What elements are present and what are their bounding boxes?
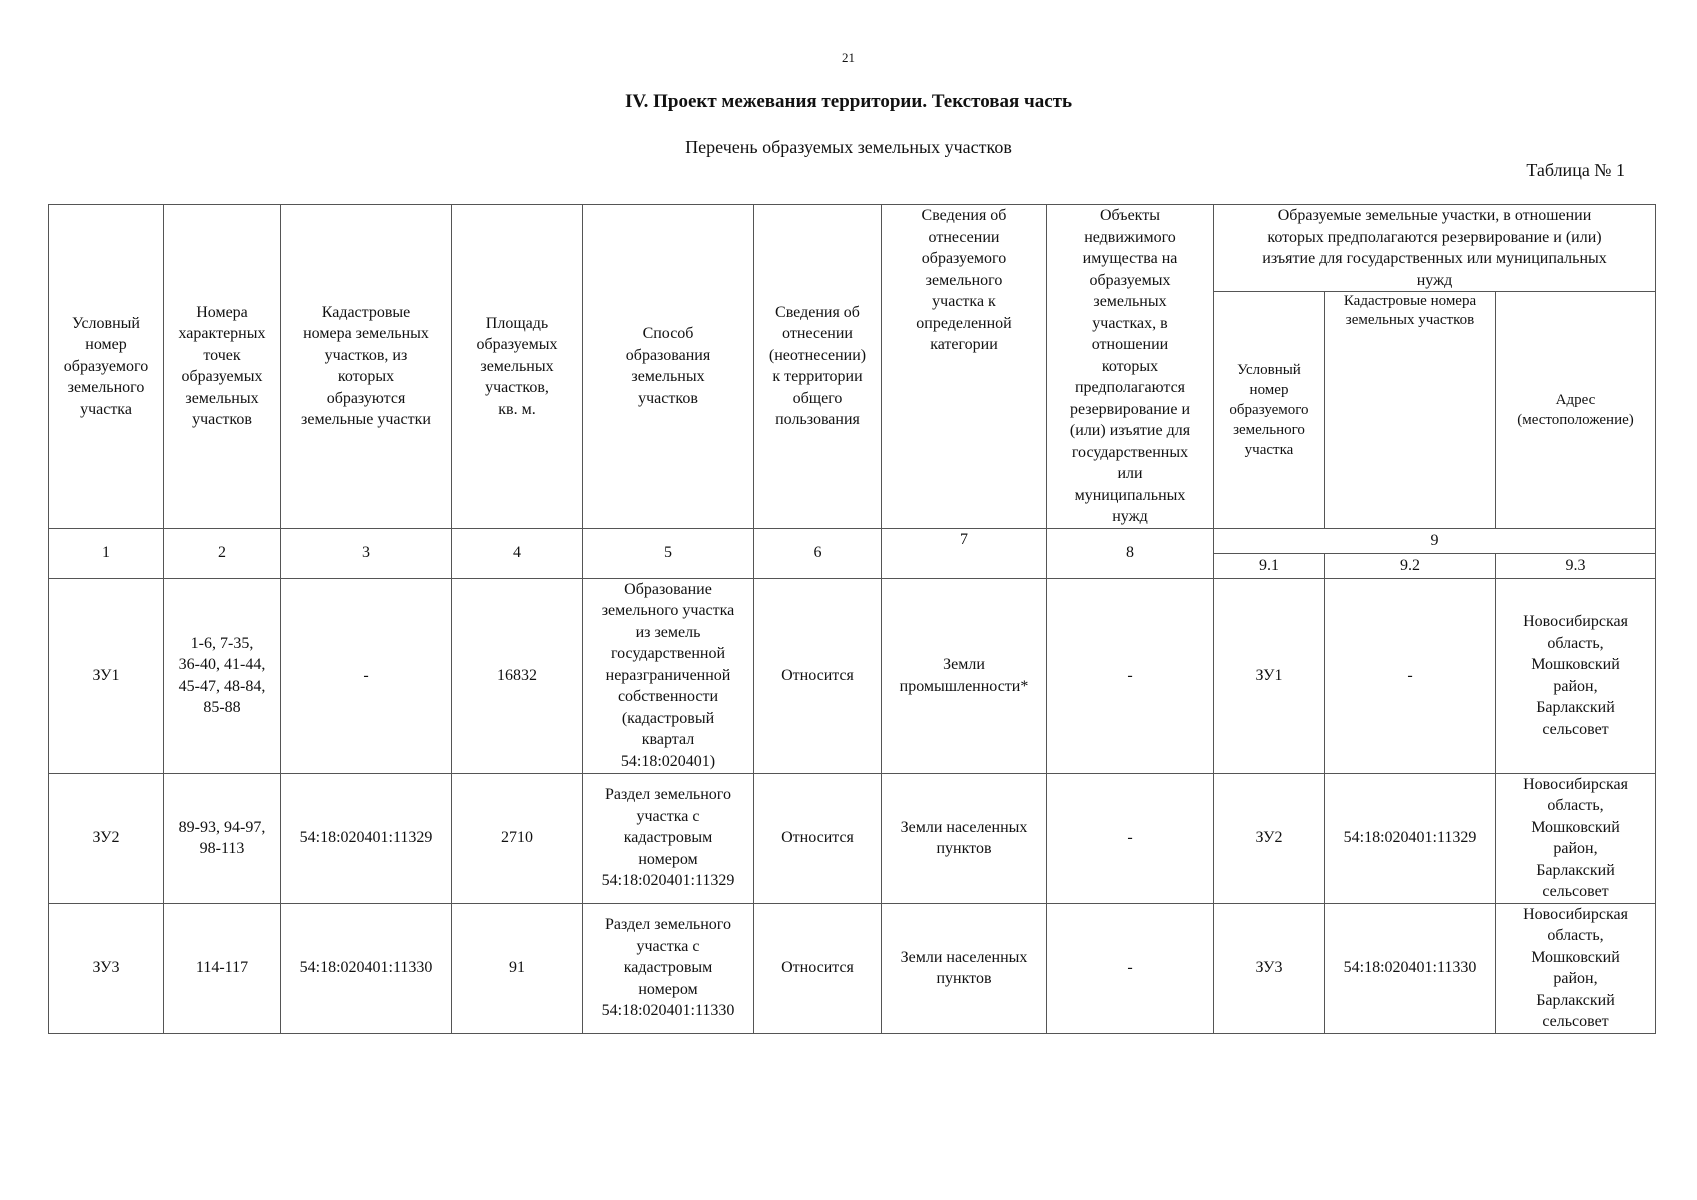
column-number: 8 xyxy=(1047,528,1214,578)
column-number: 2 xyxy=(164,528,281,578)
cell-plot-number: ЗУ2 xyxy=(49,773,164,903)
page-number: 21 xyxy=(842,50,855,65)
cell-area: 16832 xyxy=(452,578,583,773)
table-row xyxy=(49,773,1656,903)
cell-reserved-plot-number: ЗУ1 xyxy=(1214,578,1325,773)
table-caption: Таблица № 1 xyxy=(1526,160,1625,180)
numbering-row-1 xyxy=(49,528,1656,553)
column-number: 3 xyxy=(281,528,452,578)
column-number: 6 xyxy=(754,528,882,578)
header-characteristic-points: Номера характерных точек образуемых земельных участков xyxy=(164,205,281,529)
cell-real-estate-objects: - xyxy=(1047,903,1214,1033)
header-reserved-address: Адрес (местоположение) xyxy=(1496,292,1656,528)
cell-land-category: Земли населенных пунктов xyxy=(882,773,1047,903)
cell-reserved-address: Новосибирская область, Мошковский район, Барлакский сельсовет xyxy=(1496,903,1656,1033)
header-source-cadastral-numbers: Кадастровые номера земельных участков, из которых образуются земельные участки xyxy=(281,205,452,529)
table-row xyxy=(49,578,1656,773)
land-plots-table xyxy=(48,204,1656,1034)
cell-real-estate-objects: - xyxy=(1047,578,1214,773)
header-reserved-plot-number: Условный номер образуемого земельного участка xyxy=(1214,292,1325,528)
cell-reserved-cadastral-numbers: 54:18:020401:11330 xyxy=(1325,903,1496,1033)
cell-land-category: Земли промышленности* xyxy=(882,578,1047,773)
cell-public-use: Относится xyxy=(754,903,882,1033)
header-formation-method: Способ образования земельных участков xyxy=(583,205,754,529)
cell-reserved-address: Новосибирская область, Мошковский район, Барлакский сельсовет xyxy=(1496,773,1656,903)
cell-formation-method: Раздел земельного участка с кадастровым номером 54:18:020401:11329 xyxy=(583,773,754,903)
header-land-category: Сведения об отнесении образуемого земельного участка к определенной категории xyxy=(882,205,1047,529)
cell-land-category: Земли населенных пунктов xyxy=(882,903,1047,1033)
cell-reserved-cadastral-numbers: - xyxy=(1325,578,1496,773)
header-reserved-plots-group: Образуемые земельные участки, в отношении которых предполагаются резервирование и (или) изъятие для государственных или муниципальных нужд xyxy=(1214,205,1656,292)
cell-formation-method: Раздел земельного участка с кадастровым номером 54:18:020401:11330 xyxy=(583,903,754,1033)
column-number: 9.3 xyxy=(1496,553,1656,578)
cell-reserved-plot-number: ЗУ3 xyxy=(1214,903,1325,1033)
cell-characteristic-points: 89-93, 94-97, 98-113 xyxy=(164,773,281,903)
column-number: 5 xyxy=(583,528,754,578)
cell-plot-number: ЗУ1 xyxy=(49,578,164,773)
cell-source-cadastral-numbers: - xyxy=(281,578,452,773)
header-row-1 xyxy=(49,205,1656,292)
cell-reserved-plot-number: ЗУ2 xyxy=(1214,773,1325,903)
cell-area: 91 xyxy=(452,903,583,1033)
header-real-estate-objects: Объекты недвижимого имущества на образуемых земельных участках, в отношении которых предполагаются резервирование и (или) изъятие для государственных или муниципальных нужд xyxy=(1047,205,1214,529)
column-number: 7 xyxy=(882,528,1047,578)
cell-source-cadastral-numbers: 54:18:020401:11330 xyxy=(281,903,452,1033)
header-public-use: Сведения об отнесении (неотнесении) к территории общего пользования xyxy=(754,205,882,529)
document-title: IV. Проект межевания территории. Текстовая часть xyxy=(624,91,1073,112)
column-number: 4 xyxy=(452,528,583,578)
cell-area: 2710 xyxy=(452,773,583,903)
cell-source-cadastral-numbers: 54:18:020401:11329 xyxy=(281,773,452,903)
column-number: 9.1 xyxy=(1214,553,1325,578)
cell-characteristic-points: 114-117 xyxy=(164,903,281,1033)
cell-reserved-address: Новосибирская область, Мошковский район, Барлакский сельсовет xyxy=(1496,578,1656,773)
cell-formation-method: Образование земельного участка из земель государственной неразграниченной собственности (кадастровый квартал 54:18:020401) xyxy=(583,578,754,773)
header-reserved-cadastral-numbers: Кадастровые номера земельных участков xyxy=(1325,292,1496,528)
column-number: 9.2 xyxy=(1325,553,1496,578)
column-number: 1 xyxy=(49,528,164,578)
cell-public-use: Относится xyxy=(754,578,882,773)
document-subtitle: Перечень образуемых земельных участков xyxy=(685,137,1012,157)
cell-characteristic-points: 1-6, 7-35, 36-40, 41-44, 45-47, 48-84, 85-88 xyxy=(164,578,281,773)
header-area: Площадь образуемых земельных участков, кв. м. xyxy=(452,205,583,529)
cell-real-estate-objects: - xyxy=(1047,773,1214,903)
table-row xyxy=(49,903,1656,1033)
column-number: 9 xyxy=(1214,528,1656,553)
cell-reserved-cadastral-numbers: 54:18:020401:11329 xyxy=(1325,773,1496,903)
header-plot-number: Условный номер образуемого земельного участка xyxy=(49,205,164,529)
cell-public-use: Относится xyxy=(754,773,882,903)
cell-plot-number: ЗУ3 xyxy=(49,903,164,1033)
